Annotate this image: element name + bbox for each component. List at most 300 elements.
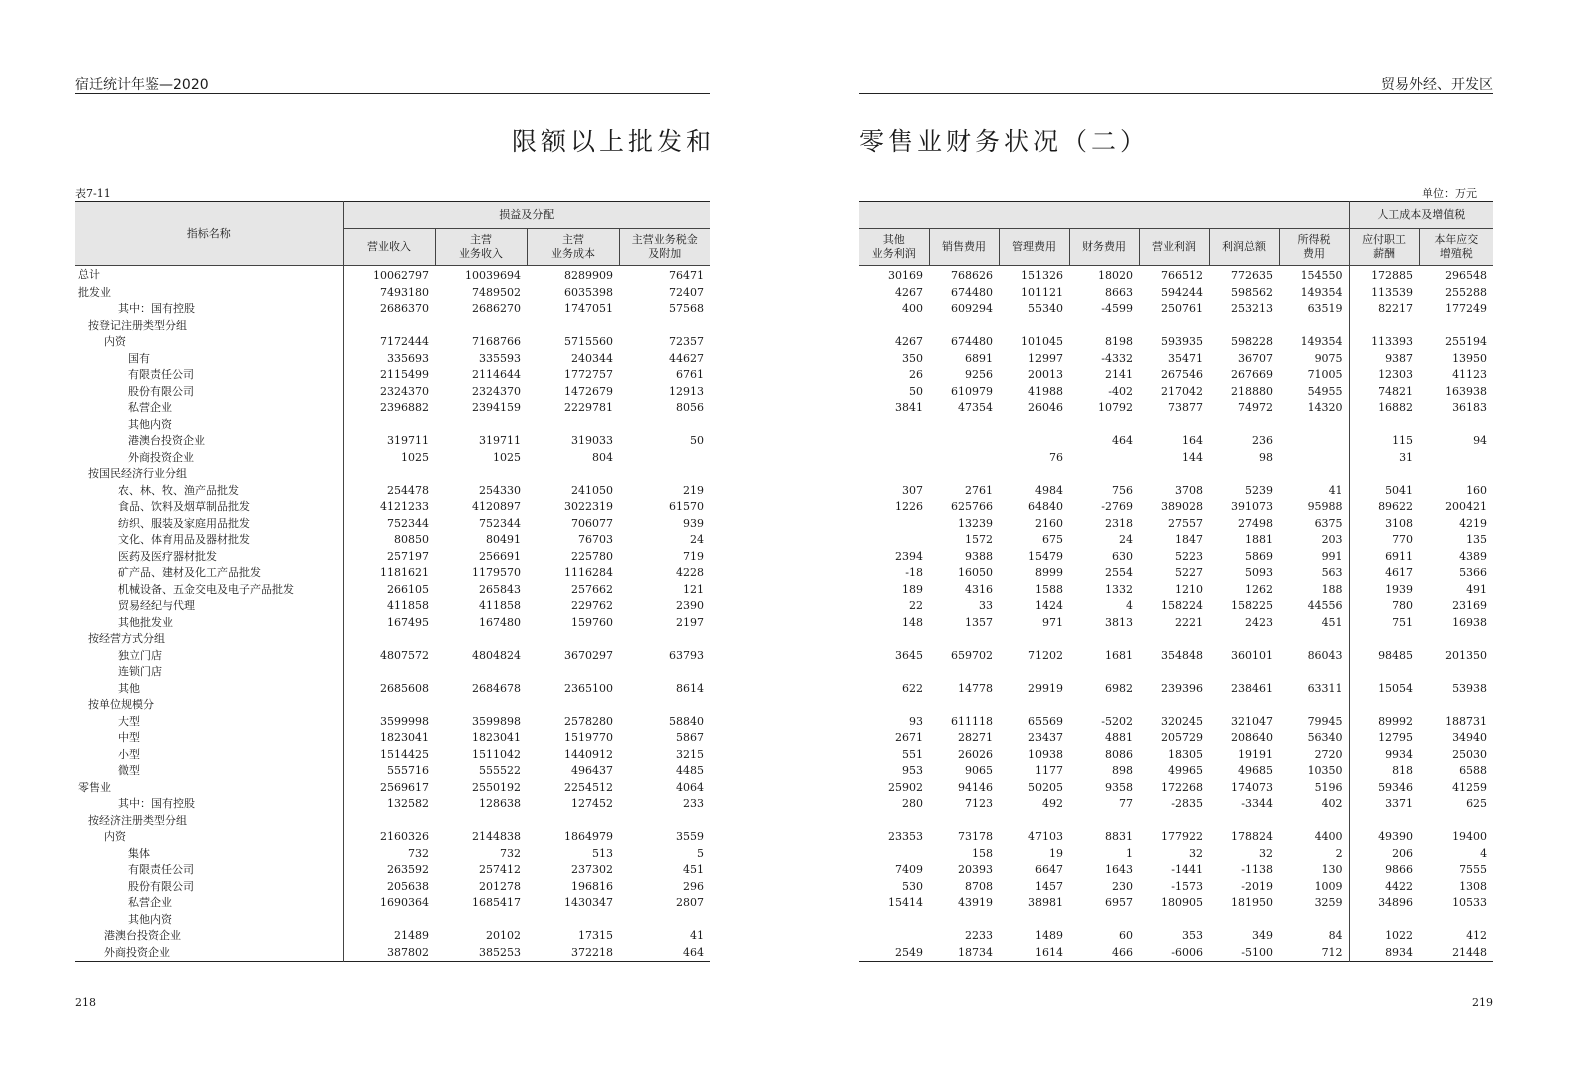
table-cell: 411858 bbox=[343, 598, 435, 615]
row-label: 其他内资 bbox=[128, 912, 172, 926]
table-cell: 1519770 bbox=[564, 731, 613, 744]
table-cell: 496437 bbox=[571, 764, 613, 777]
table-cell: 3708 bbox=[1175, 483, 1203, 497]
table-cell: 225780 bbox=[571, 549, 613, 563]
table-cell: 7172444 bbox=[343, 334, 435, 351]
table-row bbox=[859, 648, 1493, 665]
table-cell: 49965 bbox=[1168, 764, 1203, 777]
table-cell: 2324370 bbox=[343, 384, 435, 401]
row-label: 股份有限公司 bbox=[128, 879, 194, 893]
row-label: 外商投资企业 bbox=[128, 450, 194, 464]
table-cell: 1025 bbox=[343, 450, 435, 467]
table-cell: 71005 bbox=[1307, 368, 1343, 381]
table-cell: 177922 bbox=[1161, 830, 1203, 843]
table-cell: 4064 bbox=[676, 780, 704, 794]
table-cell: 15054 bbox=[1349, 681, 1419, 698]
table-cell: 1116284 bbox=[564, 566, 613, 579]
row-label: 按经营方式分组 bbox=[88, 632, 165, 645]
table-cell: 2324370 bbox=[472, 384, 521, 398]
table-cell bbox=[859, 631, 929, 648]
table-cell: 1847 bbox=[1175, 533, 1203, 546]
table-row bbox=[75, 598, 710, 615]
table-cell: 257197 bbox=[343, 549, 435, 566]
table-cell: 5366 bbox=[1459, 566, 1488, 579]
table-cell: 77 bbox=[1119, 797, 1133, 810]
table-row bbox=[75, 285, 710, 302]
table-cell: 177249 bbox=[1445, 302, 1488, 315]
table-cell bbox=[343, 813, 435, 830]
table-row bbox=[859, 813, 1493, 830]
table-cell: 256691 bbox=[479, 549, 521, 563]
table-cell bbox=[1139, 417, 1209, 434]
table-cell bbox=[619, 631, 710, 648]
table-cell: 160 bbox=[1466, 483, 1488, 497]
table-cell bbox=[1419, 664, 1493, 681]
table-cell: 1210 bbox=[1175, 582, 1203, 596]
table-cell bbox=[1349, 813, 1419, 830]
table-cell: 611118 bbox=[951, 714, 993, 728]
table-cell: 7493180 bbox=[343, 285, 435, 302]
table-cell: 319033 bbox=[571, 434, 613, 447]
table-cell: 5196 bbox=[1314, 780, 1343, 794]
table-cell: 2221 bbox=[1175, 615, 1203, 629]
table-cell: 54955 bbox=[1307, 384, 1343, 398]
table-cell: 675 bbox=[1042, 533, 1063, 546]
table-cell bbox=[859, 697, 929, 714]
table-cell: 5869 bbox=[1245, 549, 1273, 563]
table-cell: 50 bbox=[909, 384, 923, 398]
table-cell: 319711 bbox=[343, 433, 435, 450]
table-cell: 1685417 bbox=[472, 896, 521, 909]
table-cell bbox=[929, 417, 999, 434]
table-cell bbox=[1279, 318, 1349, 335]
table-cell: 164 bbox=[1182, 434, 1203, 447]
table-cell: 818 bbox=[1349, 763, 1419, 780]
table-cell: 3645 bbox=[895, 648, 923, 662]
table-cell: 76703 bbox=[578, 533, 613, 546]
table-cell: 4389 bbox=[1459, 549, 1488, 563]
table-row bbox=[859, 532, 1493, 549]
table-cell bbox=[999, 631, 1069, 648]
table-cell: 200421 bbox=[1445, 500, 1488, 513]
table-cell: 335593 bbox=[479, 351, 521, 365]
table-cell: 1357 bbox=[965, 615, 993, 629]
table-cell: 451 bbox=[1321, 615, 1343, 629]
table-cell bbox=[859, 928, 929, 945]
table-cell: 2554 bbox=[1105, 566, 1133, 579]
table-cell bbox=[527, 631, 619, 648]
table-row bbox=[859, 549, 1493, 566]
table-cell: 1511042 bbox=[472, 747, 521, 761]
table-cell bbox=[1209, 466, 1279, 483]
table-cell: 34940 bbox=[1452, 731, 1488, 744]
table-cell bbox=[859, 318, 929, 335]
table-cell: 135 bbox=[1466, 533, 1488, 546]
table-cell: 1424 bbox=[1035, 599, 1063, 612]
table-cell: 1472679 bbox=[564, 384, 613, 398]
table-cell bbox=[619, 417, 710, 434]
table-cell: 60 bbox=[1119, 929, 1133, 942]
column-header: 主营业务税金 及附加 bbox=[619, 229, 710, 266]
table-cell bbox=[1209, 912, 1279, 929]
table-cell bbox=[619, 318, 710, 335]
table-cell: 412 bbox=[1466, 929, 1488, 942]
table-cell: 898 bbox=[1112, 764, 1133, 777]
table-cell: 63519 bbox=[1307, 302, 1343, 315]
financial-table-left bbox=[75, 201, 710, 962]
table-cell: -402 bbox=[1108, 384, 1133, 398]
table-cell bbox=[1279, 912, 1349, 929]
table-cell bbox=[1139, 813, 1209, 830]
financial-table-right bbox=[859, 201, 1493, 962]
table-cell: 86043 bbox=[1307, 648, 1343, 662]
table-row bbox=[75, 266, 710, 285]
table-cell: 768626 bbox=[951, 269, 993, 282]
table-cell: 5 bbox=[697, 846, 704, 860]
table-row bbox=[75, 912, 710, 929]
table-cell: 610979 bbox=[951, 384, 993, 398]
table-cell: 9387 bbox=[1349, 351, 1419, 368]
table-cell: 15414 bbox=[888, 896, 923, 909]
table-row bbox=[859, 351, 1493, 368]
table-cell: 19 bbox=[1049, 846, 1063, 860]
table-cell: 55340 bbox=[1028, 302, 1063, 315]
table-cell: 2807 bbox=[676, 896, 704, 909]
column-header: 所得税 费用 bbox=[1279, 229, 1349, 266]
table-cell: 3215 bbox=[676, 747, 704, 761]
table-cell: 5223 bbox=[1175, 549, 1203, 563]
table-cell: 464 bbox=[683, 945, 704, 959]
row-label: 港澳台投资企业 bbox=[128, 434, 205, 447]
table-cell: 7489502 bbox=[472, 285, 521, 299]
table-cell: 598228 bbox=[1231, 335, 1273, 348]
table-cell: 625766 bbox=[951, 500, 993, 513]
table-cell: 115 bbox=[1349, 433, 1419, 450]
table-cell: 73877 bbox=[1168, 401, 1203, 414]
table-cell: 31 bbox=[1349, 450, 1419, 467]
table-cell: 12795 bbox=[1349, 730, 1419, 747]
table-cell: 400 bbox=[902, 302, 923, 315]
table-cell: 2761 bbox=[965, 483, 993, 497]
table-cell: 8056 bbox=[676, 401, 704, 414]
table-cell bbox=[435, 813, 527, 830]
table-cell bbox=[343, 697, 435, 714]
table-cell: 132582 bbox=[343, 796, 435, 813]
table-cell: 58840 bbox=[669, 714, 704, 728]
table-cell: 2550192 bbox=[472, 780, 521, 794]
table-cell bbox=[1139, 631, 1209, 648]
table-cell: 178824 bbox=[1231, 830, 1273, 843]
table-cell: 1181621 bbox=[343, 565, 435, 582]
table-cell bbox=[1069, 318, 1139, 335]
table-cell: 72357 bbox=[669, 335, 704, 348]
table-row bbox=[75, 796, 710, 813]
table-cell: 24 bbox=[1119, 533, 1133, 546]
table-cell: 158225 bbox=[1231, 599, 1273, 612]
table-cell: 2671 bbox=[895, 731, 923, 744]
table-cell: 20102 bbox=[486, 929, 521, 942]
table-number: 表7-11 bbox=[75, 187, 111, 200]
table-cell: 321047 bbox=[1231, 714, 1273, 728]
table-cell: 121 bbox=[683, 582, 704, 596]
table-cell: 1681 bbox=[1105, 648, 1133, 662]
table-cell bbox=[1209, 417, 1279, 434]
table-cell: 181950 bbox=[1231, 896, 1273, 909]
table-row bbox=[859, 367, 1493, 384]
table-cell bbox=[1139, 466, 1209, 483]
table-cell: 94 bbox=[1473, 434, 1488, 447]
table-cell bbox=[859, 813, 929, 830]
table-cell: 756 bbox=[1112, 483, 1133, 497]
table-cell: 712 bbox=[1321, 945, 1343, 959]
table-cell: 1643 bbox=[1105, 863, 1133, 876]
table-cell: 253213 bbox=[1231, 302, 1273, 315]
table-cell: 26 bbox=[909, 368, 923, 381]
table-cell bbox=[1069, 417, 1139, 434]
table-cell: -2769 bbox=[1101, 500, 1133, 513]
table-cell: 2394159 bbox=[472, 401, 521, 414]
table-cell: 766512 bbox=[1161, 269, 1203, 282]
table-cell bbox=[999, 912, 1069, 929]
table-cell: 5239 bbox=[1245, 483, 1273, 497]
table-cell: 594244 bbox=[1161, 285, 1203, 299]
table-cell: 1332 bbox=[1105, 582, 1133, 596]
table-cell: 1614 bbox=[1035, 945, 1063, 959]
table-cell: 63311 bbox=[1307, 681, 1343, 695]
table-cell: 3259 bbox=[1314, 896, 1343, 909]
table-cell: -1573 bbox=[1171, 879, 1203, 893]
table-cell: 2685608 bbox=[343, 681, 435, 698]
table-cell bbox=[1069, 697, 1139, 714]
table-cell bbox=[999, 813, 1069, 830]
table-cell: 780 bbox=[1349, 598, 1419, 615]
table-cell: 241050 bbox=[571, 483, 613, 497]
table-cell: 2684678 bbox=[472, 681, 521, 695]
table-cell: 266105 bbox=[343, 582, 435, 599]
table-cell bbox=[929, 318, 999, 335]
table-cell: -18 bbox=[905, 566, 923, 579]
table-cell: 79945 bbox=[1307, 714, 1343, 728]
table-cell bbox=[999, 664, 1069, 681]
table-cell bbox=[1139, 697, 1209, 714]
table-cell: 1939 bbox=[1349, 582, 1419, 599]
table-row bbox=[75, 351, 710, 368]
table-cell: 167495 bbox=[343, 615, 435, 632]
table-cell bbox=[859, 912, 929, 929]
table-cell bbox=[619, 697, 710, 714]
table-cell bbox=[435, 664, 527, 681]
table-cell: 23169 bbox=[1452, 599, 1488, 612]
table-cell: 93 bbox=[909, 714, 923, 728]
table-title-right: 零售业财务状况（二） bbox=[859, 127, 1150, 156]
table-row bbox=[75, 384, 710, 401]
table-cell: 12997 bbox=[1028, 351, 1063, 365]
table-row bbox=[859, 928, 1493, 945]
table-row bbox=[859, 301, 1493, 318]
table-cell bbox=[929, 631, 999, 648]
table-cell: 29919 bbox=[1028, 681, 1063, 695]
table-cell bbox=[527, 466, 619, 483]
table-cell: -5202 bbox=[1101, 714, 1133, 728]
table-cell: 319711 bbox=[479, 434, 521, 447]
table-cell: 4881 bbox=[1105, 731, 1133, 744]
table-cell: 8614 bbox=[676, 681, 704, 695]
table-cell bbox=[1279, 417, 1349, 434]
table-cell bbox=[929, 664, 999, 681]
table-cell: 113393 bbox=[1349, 334, 1419, 351]
table-cell: 149354 bbox=[1300, 335, 1343, 348]
table-cell: 44627 bbox=[669, 351, 704, 365]
table-cell bbox=[859, 846, 929, 863]
table-cell: 9358 bbox=[1105, 780, 1133, 794]
table-cell bbox=[527, 912, 619, 929]
table-cell: 36183 bbox=[1452, 401, 1488, 414]
table-row bbox=[859, 697, 1493, 714]
table-cell: 10039694 bbox=[465, 269, 521, 282]
column-header: 利润总额 bbox=[1209, 229, 1279, 266]
table-cell: 5227 bbox=[1175, 566, 1203, 579]
table-row bbox=[75, 945, 710, 962]
table-cell bbox=[1209, 631, 1279, 648]
table-cell: 3108 bbox=[1349, 516, 1419, 533]
table-cell: 41259 bbox=[1452, 780, 1488, 794]
table-row bbox=[75, 895, 710, 912]
group-header-labor: 人工成本及增值税 bbox=[1349, 202, 1493, 229]
table-cell: 2144838 bbox=[472, 830, 521, 843]
table-cell: 10792 bbox=[1098, 401, 1133, 414]
table-cell: 27557 bbox=[1168, 516, 1203, 530]
table-row bbox=[859, 582, 1493, 599]
row-label: 批发业 bbox=[78, 285, 111, 299]
table-cell: 751 bbox=[1349, 615, 1419, 632]
table-cell bbox=[1139, 664, 1209, 681]
table-row bbox=[75, 400, 710, 417]
table-cell: 53938 bbox=[1452, 681, 1488, 695]
table-cell bbox=[343, 631, 435, 648]
table-cell: 1430347 bbox=[564, 896, 613, 909]
table-cell: 296548 bbox=[1445, 269, 1488, 282]
page-number-right: 219 bbox=[1472, 996, 1493, 1009]
table-cell: -3344 bbox=[1241, 797, 1273, 810]
table-cell: 387802 bbox=[343, 945, 435, 962]
table-cell: 360101 bbox=[1231, 648, 1273, 662]
table-cell: 22 bbox=[909, 599, 923, 612]
table-cell: 219 bbox=[683, 483, 704, 497]
table-row bbox=[859, 433, 1493, 450]
row-label: 贸易经纪与代理 bbox=[118, 599, 195, 612]
table-cell bbox=[1139, 318, 1209, 335]
table-cell: 9065 bbox=[965, 764, 993, 777]
table-row bbox=[75, 730, 710, 747]
table-cell: 172885 bbox=[1349, 266, 1419, 285]
table-cell: 8999 bbox=[1035, 566, 1063, 579]
table-cell: 240344 bbox=[571, 351, 613, 365]
table-row bbox=[859, 664, 1493, 681]
table-cell: 385253 bbox=[479, 945, 521, 959]
table-cell: 10062797 bbox=[343, 266, 435, 285]
table-cell: 4219 bbox=[1459, 516, 1488, 530]
table-cell: 1823041 bbox=[472, 731, 521, 744]
table-cell: 49685 bbox=[1238, 764, 1273, 777]
table-cell: 238461 bbox=[1231, 681, 1273, 695]
table-cell: 189 bbox=[902, 582, 923, 596]
table-row bbox=[75, 879, 710, 896]
table-cell: 19400 bbox=[1452, 830, 1488, 843]
row-label: 矿产品、建材及化工产品批发 bbox=[118, 566, 261, 579]
table-cell: 180905 bbox=[1161, 896, 1203, 909]
table-row bbox=[75, 813, 710, 830]
row-label: 其中：国有控股 bbox=[118, 302, 195, 315]
table-cell: 236 bbox=[1252, 434, 1273, 447]
table-cell: 17315 bbox=[578, 929, 613, 942]
table-cell: -4599 bbox=[1101, 302, 1133, 315]
table-row bbox=[75, 565, 710, 582]
table-cell bbox=[1069, 912, 1139, 929]
row-label: 按单位规模分 bbox=[88, 698, 154, 711]
table-row bbox=[859, 730, 1493, 747]
table-cell bbox=[527, 417, 619, 434]
table-cell: 218880 bbox=[1231, 384, 1273, 398]
table-cell: 267669 bbox=[1231, 368, 1273, 381]
unit-label: 单位：万元 bbox=[1422, 187, 1477, 200]
table-cell: 7123 bbox=[965, 797, 993, 810]
table-cell: 16050 bbox=[958, 566, 993, 579]
table-cell: 971 bbox=[1042, 615, 1063, 629]
table-cell: -2019 bbox=[1241, 879, 1273, 893]
table-cell: 491 bbox=[1466, 582, 1488, 596]
table-cell: 158224 bbox=[1161, 599, 1203, 612]
table-cell: 1457 bbox=[1035, 879, 1063, 893]
table-cell: 21448 bbox=[1452, 945, 1488, 959]
header-rule bbox=[859, 93, 1493, 94]
table-row bbox=[859, 266, 1493, 285]
table-cell: 593935 bbox=[1161, 335, 1203, 348]
row-label: 独立门店 bbox=[118, 648, 162, 662]
table-cell: 4267 bbox=[895, 285, 923, 299]
table-cell: 622 bbox=[902, 681, 923, 695]
table-row bbox=[75, 681, 710, 698]
table-cell: 71202 bbox=[1028, 648, 1063, 662]
table-cell: 3599998 bbox=[343, 714, 435, 731]
table-cell: 130 bbox=[1321, 863, 1343, 876]
table-row bbox=[859, 862, 1493, 879]
table-cell: 148 bbox=[902, 615, 923, 629]
column-header: 应付职工 薪酬 bbox=[1349, 229, 1419, 266]
table-cell: 20393 bbox=[958, 863, 993, 876]
row-label: 内资 bbox=[104, 830, 126, 843]
table-cell: 1588 bbox=[1035, 582, 1063, 596]
table-cell: 9866 bbox=[1349, 862, 1419, 879]
table-cell: 38981 bbox=[1028, 896, 1063, 909]
table-row bbox=[75, 697, 710, 714]
table-cell: 2318 bbox=[1105, 516, 1133, 530]
table-cell: 2365100 bbox=[564, 681, 613, 695]
table-cell: 98 bbox=[1259, 450, 1273, 464]
table-cell: 4316 bbox=[965, 582, 993, 596]
table-cell: 2686370 bbox=[343, 301, 435, 318]
table-cell: 27498 bbox=[1238, 516, 1273, 530]
table-cell: 1514425 bbox=[343, 747, 435, 764]
table-cell bbox=[1349, 664, 1419, 681]
table-cell: 41988 bbox=[1028, 384, 1063, 398]
table-cell: 451 bbox=[683, 863, 704, 876]
table-row bbox=[859, 466, 1493, 483]
table-cell: 1572 bbox=[965, 533, 993, 546]
table-cell: 1489 bbox=[1035, 929, 1063, 942]
table-cell bbox=[343, 912, 435, 929]
row-label: 集体 bbox=[128, 846, 150, 860]
table-cell: 5867 bbox=[676, 731, 704, 744]
